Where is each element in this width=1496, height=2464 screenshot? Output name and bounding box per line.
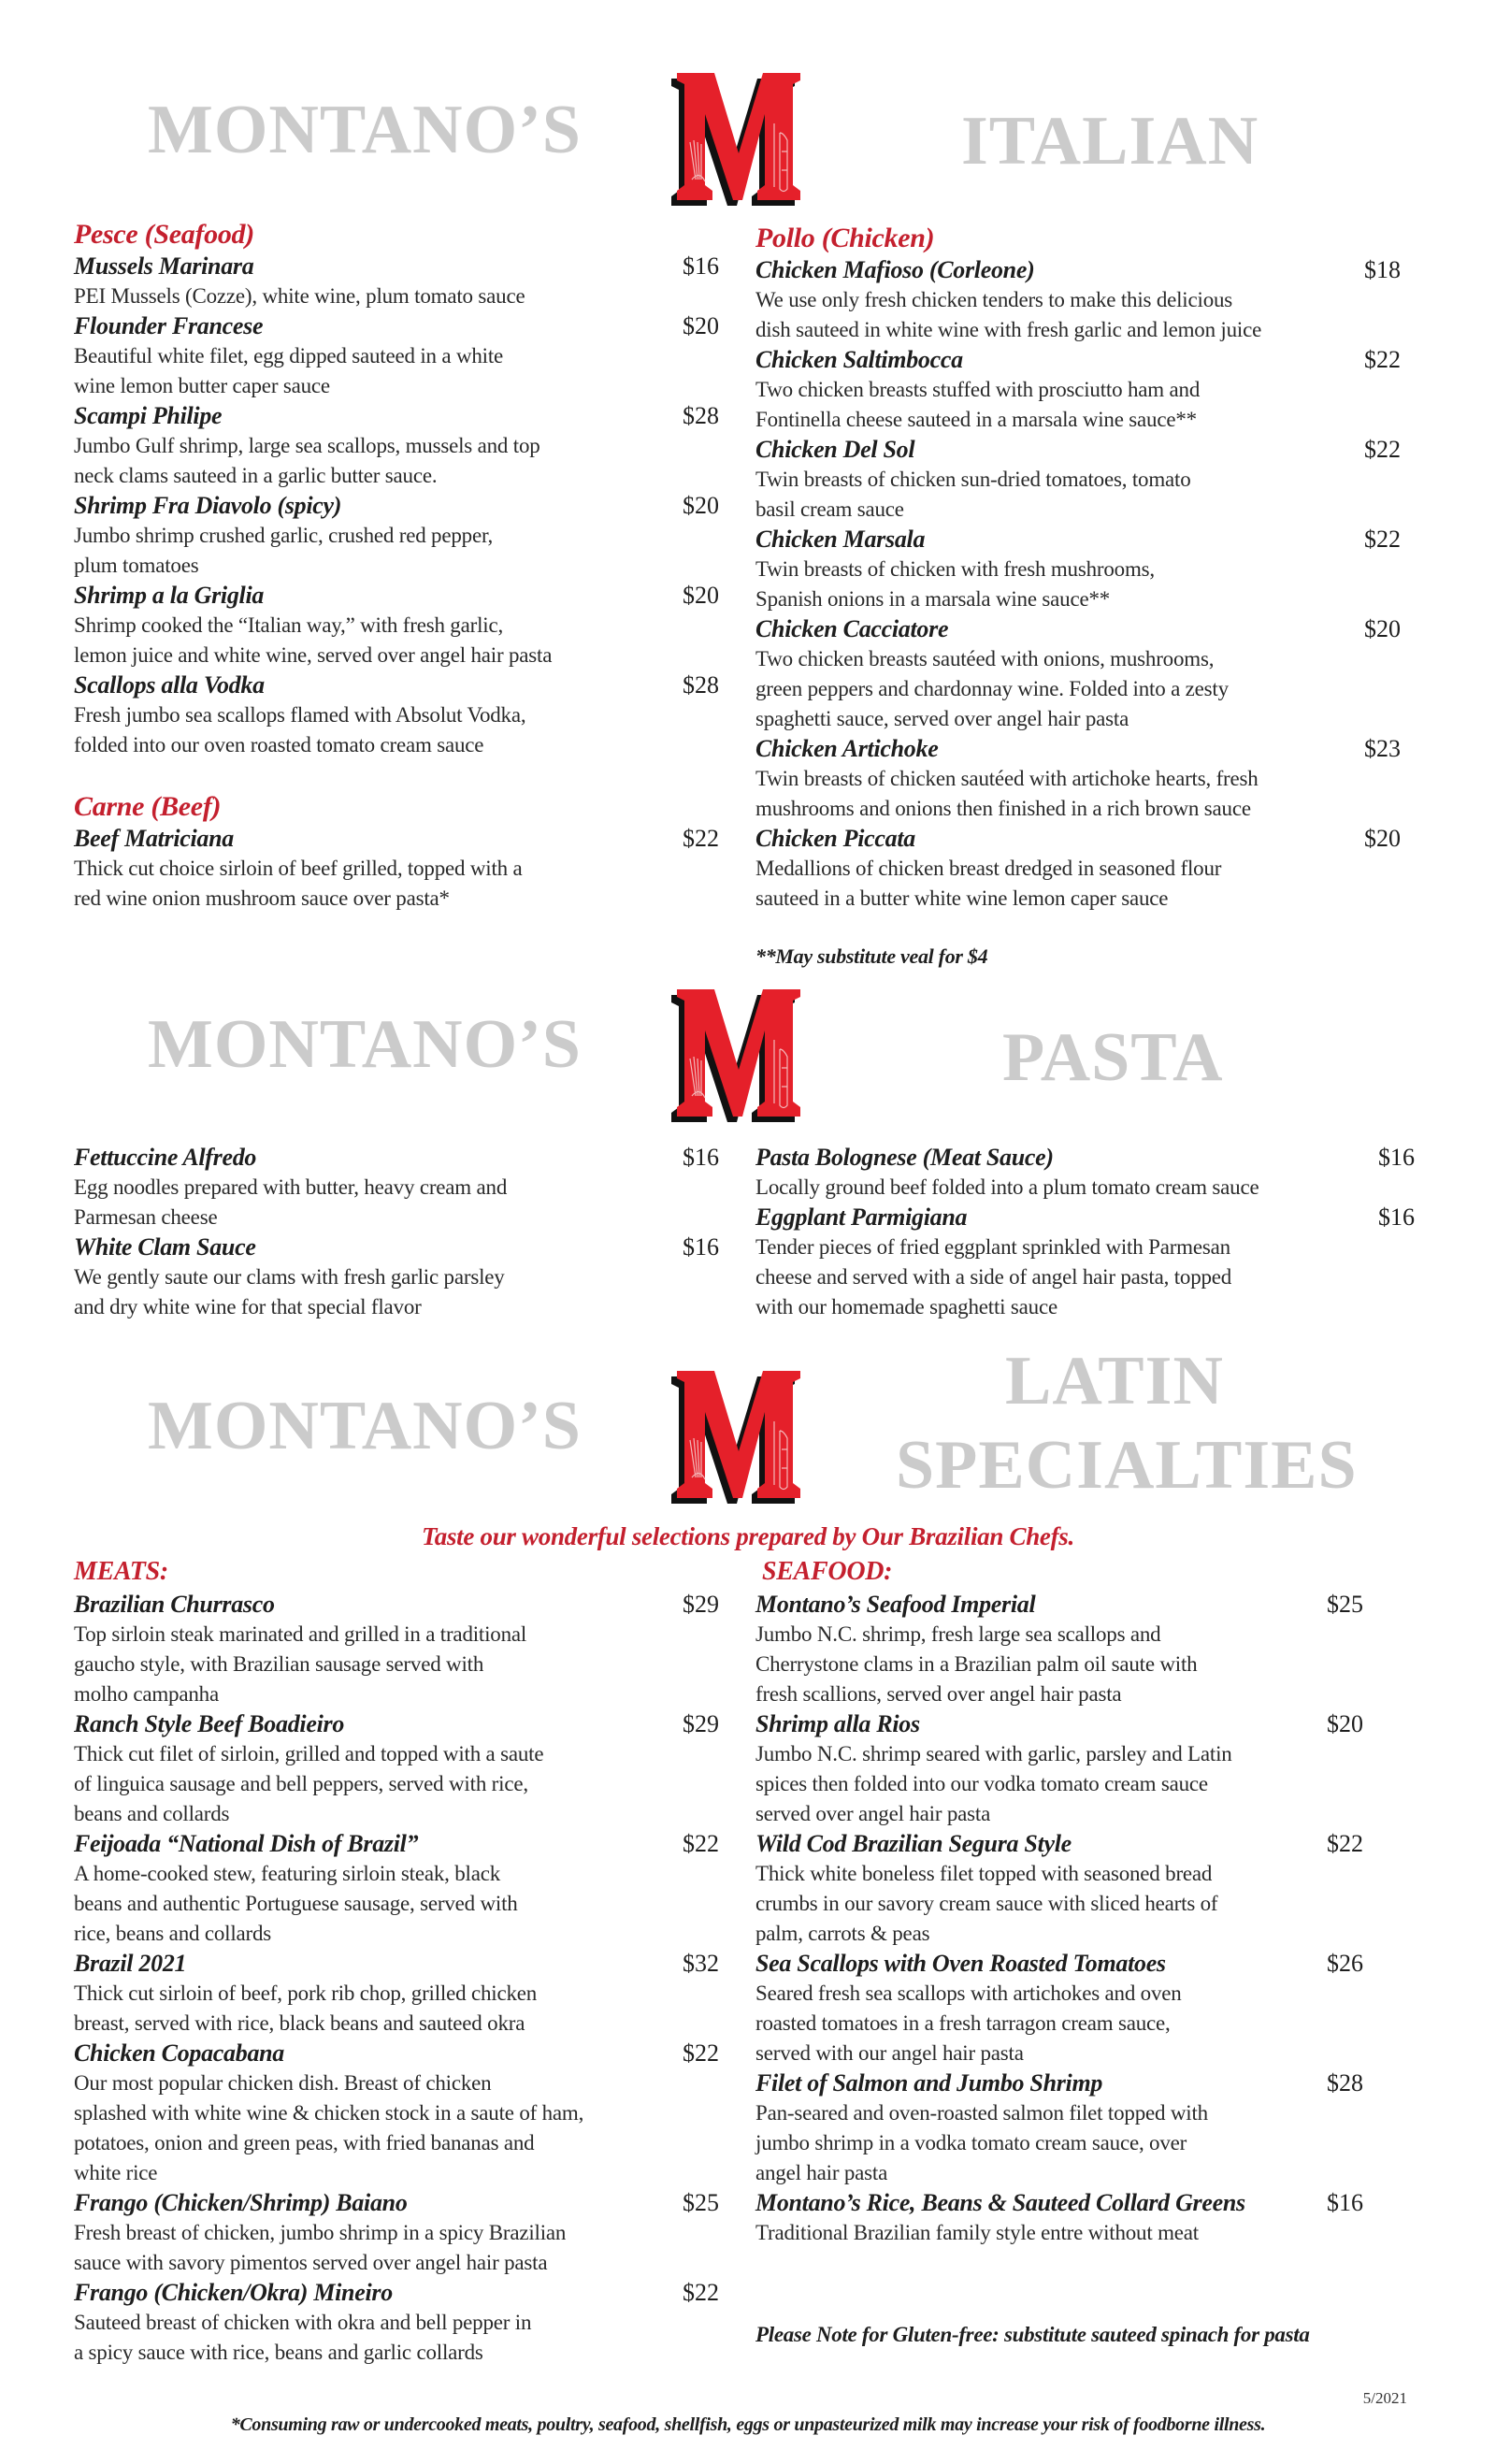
menu-item-price: $22 (683, 1830, 719, 1857)
menu-item-price: $20 (683, 312, 719, 339)
menu-item-price: $16 (1378, 1144, 1415, 1171)
montanos-m-logo-icon (664, 1365, 813, 1506)
menu-item-price: $25 (1327, 1591, 1363, 1618)
menu-item-description: Jumbo N.C. shrimp seared with garlic, parsley and Latin (755, 1742, 1232, 1765)
menu-item-description: Locally ground beef folded into a plum tomato cream sauce (755, 1175, 1259, 1199)
menu-item-name: Feijoada “National Dish of Brazil” (74, 1830, 419, 1857)
menu-item-header (74, 401, 719, 431)
menu-item-header (755, 1709, 1363, 1739)
menu-item-name: Shrimp a la Griglia (74, 582, 265, 609)
menu-item-price: $18 (1364, 256, 1401, 283)
menu-item-header (755, 2188, 1363, 2218)
menu-item-name: Shrimp alla Rios (755, 1710, 920, 1737)
menu-item-price: $28 (683, 671, 719, 699)
menu-item-header (755, 1203, 1415, 1232)
latin-meats-column (74, 1590, 719, 2368)
menu-item-name: Montano’s Rice, Beans & Sauteed Collard Greens (755, 2189, 1245, 2216)
menu-item (755, 525, 1401, 614)
menu-item-price: $16 (683, 1233, 719, 1261)
menu-item-header (755, 1143, 1415, 1173)
foodborne-illness-disclaimer: *Consuming raw or undercooked meats, poultry, seafood, shellfish, eggs or unpasteurized milk may increase your risk of foodborne illness. (230, 2414, 1266, 2435)
menu-item-header (755, 824, 1401, 854)
menu-item (74, 1709, 719, 1829)
menu-item-price: $16 (1378, 1203, 1415, 1231)
veal-substitution-note: **May substitute veal for $4 (755, 944, 988, 968)
menu-item-name: Chicken Copacabana (74, 2039, 285, 2067)
menu-item-name: Chicken Piccata (755, 825, 915, 852)
menu-item-description: Twin breasts of chicken with fresh mushrooms, (755, 557, 1155, 581)
menu-item-header (74, 1829, 719, 1859)
menu-item (74, 401, 719, 491)
italian-right-column (755, 222, 1401, 914)
menu-item-price: $20 (683, 582, 719, 609)
menu-item (755, 1143, 1415, 1203)
menu-item-price: $22 (1327, 1830, 1363, 1857)
menu-item (74, 252, 719, 311)
menu-item-header (755, 1949, 1363, 1979)
menu-item-price: $29 (683, 1591, 719, 1618)
menu-item-description: lemon juice and white wine, served over angel hair pasta (74, 643, 553, 667)
menu-date: 5/2021 (1362, 2389, 1407, 2407)
menu-item-description: basil cream sauce (755, 497, 904, 521)
menu-item-header (74, 1949, 719, 1979)
menu-item-header (74, 1143, 719, 1173)
menu-item-header (755, 345, 1401, 375)
menu-item (74, 1590, 719, 1709)
brazilian-chefs-tagline: Taste our wonderful selections prepared by Our Brazilian Chefs. (422, 1522, 1074, 1550)
menu-item-price: $22 (1364, 346, 1401, 373)
menu-item-description: Jumbo N.C. shrimp, fresh large sea scallops and (755, 1622, 1161, 1646)
menu-item-description: Thick cut filet of sirloin, grilled and topped with a saute (74, 1742, 544, 1765)
menu-item-header (755, 435, 1401, 465)
menu-item-name: Chicken Saltimbocca (755, 346, 963, 373)
section-title-latin-line1: LATIN (1005, 1343, 1224, 1419)
menu-item-description: Shrimp cooked the “Italian way,” with fresh garlic, (74, 613, 504, 637)
menu-item-description: folded into our oven roasted tomato cream sauce (74, 733, 484, 756)
menu-item-header (74, 1709, 719, 1739)
menu-item (74, 2039, 719, 2188)
menu-item (74, 670, 719, 760)
menu-item (74, 2188, 719, 2278)
montanos-m-logo-icon (664, 67, 813, 208)
menu-item (755, 1949, 1363, 2068)
menu-item-name: Frango (Chicken/Okra) Mineiro (74, 2279, 393, 2306)
category-heading: Pollo (Chicken) (755, 223, 935, 253)
menu-item-header (74, 2039, 719, 2068)
menu-item-price: $22 (1364, 436, 1401, 463)
menu-item-price: $22 (683, 2279, 719, 2306)
menu-item-header (755, 1829, 1363, 1859)
menu-item-description: beans and collards (74, 1802, 230, 1825)
brand-word-latin: MONTANO’S (148, 1388, 582, 1464)
menu-item-name: Beef Matriciana (74, 825, 234, 852)
menu-item-name: Chicken Del Sol (755, 436, 915, 463)
menu-item-description: Pan-seared and oven-roasted salmon filet topped with (755, 2101, 1208, 2125)
italian-left-column (74, 218, 719, 914)
menu-item-description: mushrooms and onions then finished in a rich brown sauce (755, 797, 1251, 820)
menu-item-description: gaucho style, with Brazilian sausage served with (74, 1652, 484, 1676)
menu-item (74, 2278, 719, 2368)
menu-item-name: Fettuccine Alfredo (74, 1144, 257, 1171)
menu-item (74, 1949, 719, 2039)
pasta-right-column (755, 1143, 1415, 1322)
menu-item-price: $32 (683, 1950, 719, 1977)
menu-item-description: Thick cut choice sirloin of beef grilled, topped with a (74, 857, 523, 880)
menu-item (74, 1232, 719, 1322)
menu-item-name: Eggplant Parmigiana (755, 1203, 968, 1231)
menu-item-description: Jumbo shrimp crushed garlic, crushed red pepper, (74, 524, 494, 547)
menu-item-name: Wild Cod Brazilian Segura Style (755, 1830, 1072, 1857)
menu-item-name: Chicken Artichoke (755, 735, 939, 762)
menu-item-description: angel hair pasta (755, 2161, 888, 2184)
menu-item-description: Egg noodles prepared with butter, heavy cream and (74, 1175, 508, 1199)
menu-item-name: Frango (Chicken/Shrimp) Baiano (74, 2189, 408, 2216)
menu-item-description: Cherrystone clams in a Brazilian palm oil saute with (755, 1652, 1198, 1676)
menu-item (755, 1590, 1363, 1709)
menu-item-price: $16 (683, 252, 719, 280)
menu-item (755, 1203, 1415, 1322)
menu-item-description: Fresh breast of chicken, jumbo shrimp in a spicy Brazilian (74, 2221, 567, 2244)
menu-item-description: served over angel hair pasta (755, 1802, 991, 1825)
menu-item (74, 311, 719, 401)
menu-item-price: $29 (683, 1710, 719, 1737)
menu-item (74, 824, 719, 914)
section-title-italian: ITALIAN (961, 103, 1259, 180)
menu-item-name: Brazil 2021 (74, 1950, 187, 1977)
menu-item-name: Montano’s Seafood Imperial (755, 1591, 1036, 1618)
menu-item-description: breast, served with rice, black beans and sauteed okra (74, 2011, 525, 2035)
menu-item-description: PEI Mussels (Cozze), white wine, plum tomato sauce (74, 284, 525, 308)
menu-item (755, 2188, 1363, 2248)
menu-item-name: Chicken Mafioso (Corleone) (755, 256, 1035, 283)
menu-item (74, 1829, 719, 1949)
menu-item (755, 435, 1401, 525)
pasta-left-column (74, 1143, 719, 1322)
menu-item-description: Jumbo Gulf shrimp, large sea scallops, mussels and top (74, 434, 540, 457)
menu-item-price: $25 (683, 2189, 719, 2216)
menu-item-description: Thick white boneless filet topped with seasoned bread (755, 1862, 1213, 1885)
menu-item-description: Two chicken breasts stuffed with prosciutto ham and (755, 378, 1201, 401)
menu-item-description: Traditional Brazilian family style entre without meat (755, 2221, 1199, 2244)
menu-item-description: a spicy sauce with rice, beans and garlic collards (74, 2341, 483, 2364)
latin-seafood-column (755, 1590, 1363, 2248)
section-title-latin-line2: SPECIALTIES (896, 1427, 1358, 1504)
menu-item-description: Fontinella cheese sauteed in a marsala wine sauce** (755, 408, 1197, 431)
menu-item (755, 824, 1401, 914)
menu-item-description: spaghetti sauce, served over angel hair pasta (755, 707, 1129, 730)
brand-word-pasta: MONTANO’S (148, 1006, 582, 1083)
menu-item (74, 491, 719, 581)
menu-item-price: $26 (1327, 1950, 1363, 1977)
menu-item-description: palm, carrots & peas (755, 1922, 930, 1945)
menu-item-description: roasted tomatoes in a fresh tarragon cream sauce, (755, 2011, 1171, 2035)
menu-item-description: wine lemon butter caper sauce (74, 374, 330, 397)
menu-item-name: Filet of Salmon and Jumbo Shrimp (755, 2069, 1103, 2097)
menu-item (74, 581, 719, 670)
menu-item-description: sauce with savory pimentos served over angel hair pasta (74, 2251, 548, 2274)
menu-item-header (74, 2188, 719, 2218)
menu-item-price: $22 (683, 2039, 719, 2067)
menu-item-description: Thick cut sirloin of beef, pork rib chop, grilled chicken (74, 1981, 538, 2005)
menu-item-price: $20 (1327, 1710, 1363, 1737)
menu-item-name: Chicken Cacciatore (755, 615, 949, 642)
menu-item-name: Ranch Style Beef Boadieiro (74, 1710, 345, 1737)
menu-item-description: Beautiful white filet, egg dipped sauteed in a white (74, 344, 504, 367)
menu-item-description: green peppers and chardonnay wine. Folded into a zesty (755, 677, 1229, 700)
meats-label: MEATS: (74, 1557, 168, 1586)
menu-item-description: jumbo shrimp in a vodka tomato cream sauce, over (755, 2131, 1187, 2154)
menu-item-description: potatoes, onion and green peas, with fried bananas and (74, 2131, 535, 2154)
menu-item-name: Scallops alla Vodka (74, 671, 265, 699)
menu-item-description: Twin breasts of chicken sautéed with artichoke hearts, fresh (755, 767, 1259, 790)
menu-item (755, 255, 1401, 345)
menu-item-header (74, 1590, 719, 1620)
category-heading: Pesce (Seafood) (74, 219, 254, 250)
category-spacer (74, 760, 719, 790)
menu-item (755, 1709, 1363, 1829)
menu-item-price: $22 (683, 825, 719, 852)
menu-item-price: $20 (1364, 825, 1401, 852)
menu-item-header (74, 2278, 719, 2308)
menu-item-description: neck clams sauteed in a garlic butter sauce. (74, 464, 438, 487)
menu-item-description: crumbs in our savory cream sauce with sliced hearts of (755, 1892, 1218, 1915)
menu-item-name: Shrimp Fra Diavolo (spicy) (74, 492, 342, 519)
category-heading: Carne (Beef) (74, 791, 222, 822)
menu-item-header (755, 1590, 1363, 1620)
menu-item-name: Sea Scallops with Oven Roasted Tomatoes (755, 1950, 1166, 1977)
menu-item-description: We gently saute our clams with fresh garlic parsley (74, 1265, 505, 1289)
menu-item-price: $28 (1327, 2069, 1363, 2097)
menu-item-description: Two chicken breasts sautéed with onions, mushrooms, (755, 647, 1215, 670)
menu-item-header (74, 824, 719, 854)
menu-item-header (755, 255, 1401, 285)
menu-item-description: red wine onion mushroom sauce over pasta* (74, 886, 450, 910)
menu-item-price: $23 (1364, 735, 1401, 762)
menu-item-description: Twin breasts of chicken sun-dried tomatoes, tomato (755, 468, 1191, 491)
section-title-pasta: PASTA (1002, 1019, 1224, 1096)
menu-item (74, 1143, 719, 1232)
menu-item-description: rice, beans and collards (74, 1922, 272, 1945)
menu-item-description: and dry white wine for that special flavor (74, 1295, 422, 1318)
menu-item-header (74, 581, 719, 611)
menu-item-name: Chicken Marsala (755, 526, 926, 553)
menu-item (755, 734, 1401, 824)
menu-item-header (74, 1232, 719, 1262)
menu-item-description: plum tomatoes (74, 554, 199, 577)
menu-item-header (755, 614, 1401, 644)
menu-item (755, 1829, 1363, 1949)
menu-item-price: $16 (683, 1144, 719, 1171)
menu-item-name: Brazilian Churrasco (74, 1591, 275, 1618)
menu-item-description: cheese and served with a side of angel hair pasta, topped (755, 1265, 1232, 1289)
menu-item-description: fresh scallions, served over angel hair pasta (755, 1682, 1122, 1706)
menu-item-description: Our most popular chicken dish. Breast of chicken (74, 2071, 492, 2095)
menu-item-price: $16 (1327, 2189, 1363, 2216)
menu-item-description: dish sauteed in white wine with fresh garlic and lemon juice (755, 318, 1262, 341)
menu-item-description: A home-cooked stew, featuring sirloin steak, black (74, 1862, 501, 1885)
menu-item-description: Spanish onions in a marsala wine sauce** (755, 587, 1111, 611)
menu-item (755, 2068, 1363, 2188)
menu-item-description: sauteed in a butter white wine lemon caper sauce (755, 886, 1169, 910)
menu-item-description: with our homemade spaghetti sauce (755, 1295, 1057, 1318)
menu-item-price: $22 (1364, 526, 1401, 553)
menu-item-description: Top sirloin steak marinated and grilled in a traditional (74, 1622, 527, 1646)
menu-item-description: Sauteed breast of chicken with okra and bell pepper in (74, 2311, 532, 2334)
menu-item-description: We use only fresh chicken tenders to make this delicious (755, 288, 1233, 311)
menu-item-description: Medallions of chicken breast dredged in seasoned flour (755, 857, 1222, 880)
menu-item-description: spices then folded into our vodka tomato cream sauce (755, 1772, 1208, 1795)
menu-item-header (755, 2068, 1363, 2098)
menu-item-description: Parmesan cheese (74, 1205, 218, 1229)
menu-item-price: $28 (683, 402, 719, 429)
menu-item-header (74, 311, 719, 341)
menu-item-name: Flounder Francese (74, 312, 264, 339)
menu-item-description: Tender pieces of fried eggplant sprinkled with Parmesan (755, 1235, 1230, 1259)
menu-item-description: served with our angel hair pasta (755, 2041, 1024, 2065)
menu-item-description: Fresh jumbo sea scallops flamed with Absolut Vodka, (74, 703, 526, 727)
menu-item-name: Scampi Philipe (74, 402, 223, 429)
menu-item (755, 614, 1401, 734)
menu-item-header (74, 252, 719, 281)
montanos-m-logo-icon (664, 984, 813, 1124)
menu-item-description: Seared fresh sea scallops with artichokes and oven (755, 1981, 1182, 2005)
brand-word-italian: MONTANO’S (148, 92, 582, 168)
menu-item-price: $20 (683, 492, 719, 519)
menu-item-price: $20 (1364, 615, 1401, 642)
menu-item-header (74, 670, 719, 700)
menu-item-header (755, 734, 1401, 764)
menu-item-name: Pasta Bolognese (Meat Sauce) (755, 1144, 1054, 1171)
menu-item-name: White Clam Sauce (74, 1233, 256, 1261)
menu-item-header (755, 525, 1401, 555)
seafood-label: SEAFOOD: (762, 1557, 893, 1586)
gluten-free-note: Please Note for Gluten-free: substitute sauteed spinach for pasta (755, 2323, 1310, 2346)
menu-item-description: of linguica sausage and bell peppers, served with rice, (74, 1772, 528, 1795)
menu-item-description: beans and authentic Portuguese sausage, served with (74, 1892, 518, 1915)
menu-item (755, 345, 1401, 435)
menu-item-description: molho campanha (74, 1682, 219, 1706)
menu-item-name: Mussels Marinara (74, 252, 254, 280)
menu-item-description: splashed with white wine & chicken stock in a saute of ham, (74, 2101, 584, 2125)
menu-item-header (74, 491, 719, 521)
menu-item-description: white rice (74, 2161, 158, 2184)
